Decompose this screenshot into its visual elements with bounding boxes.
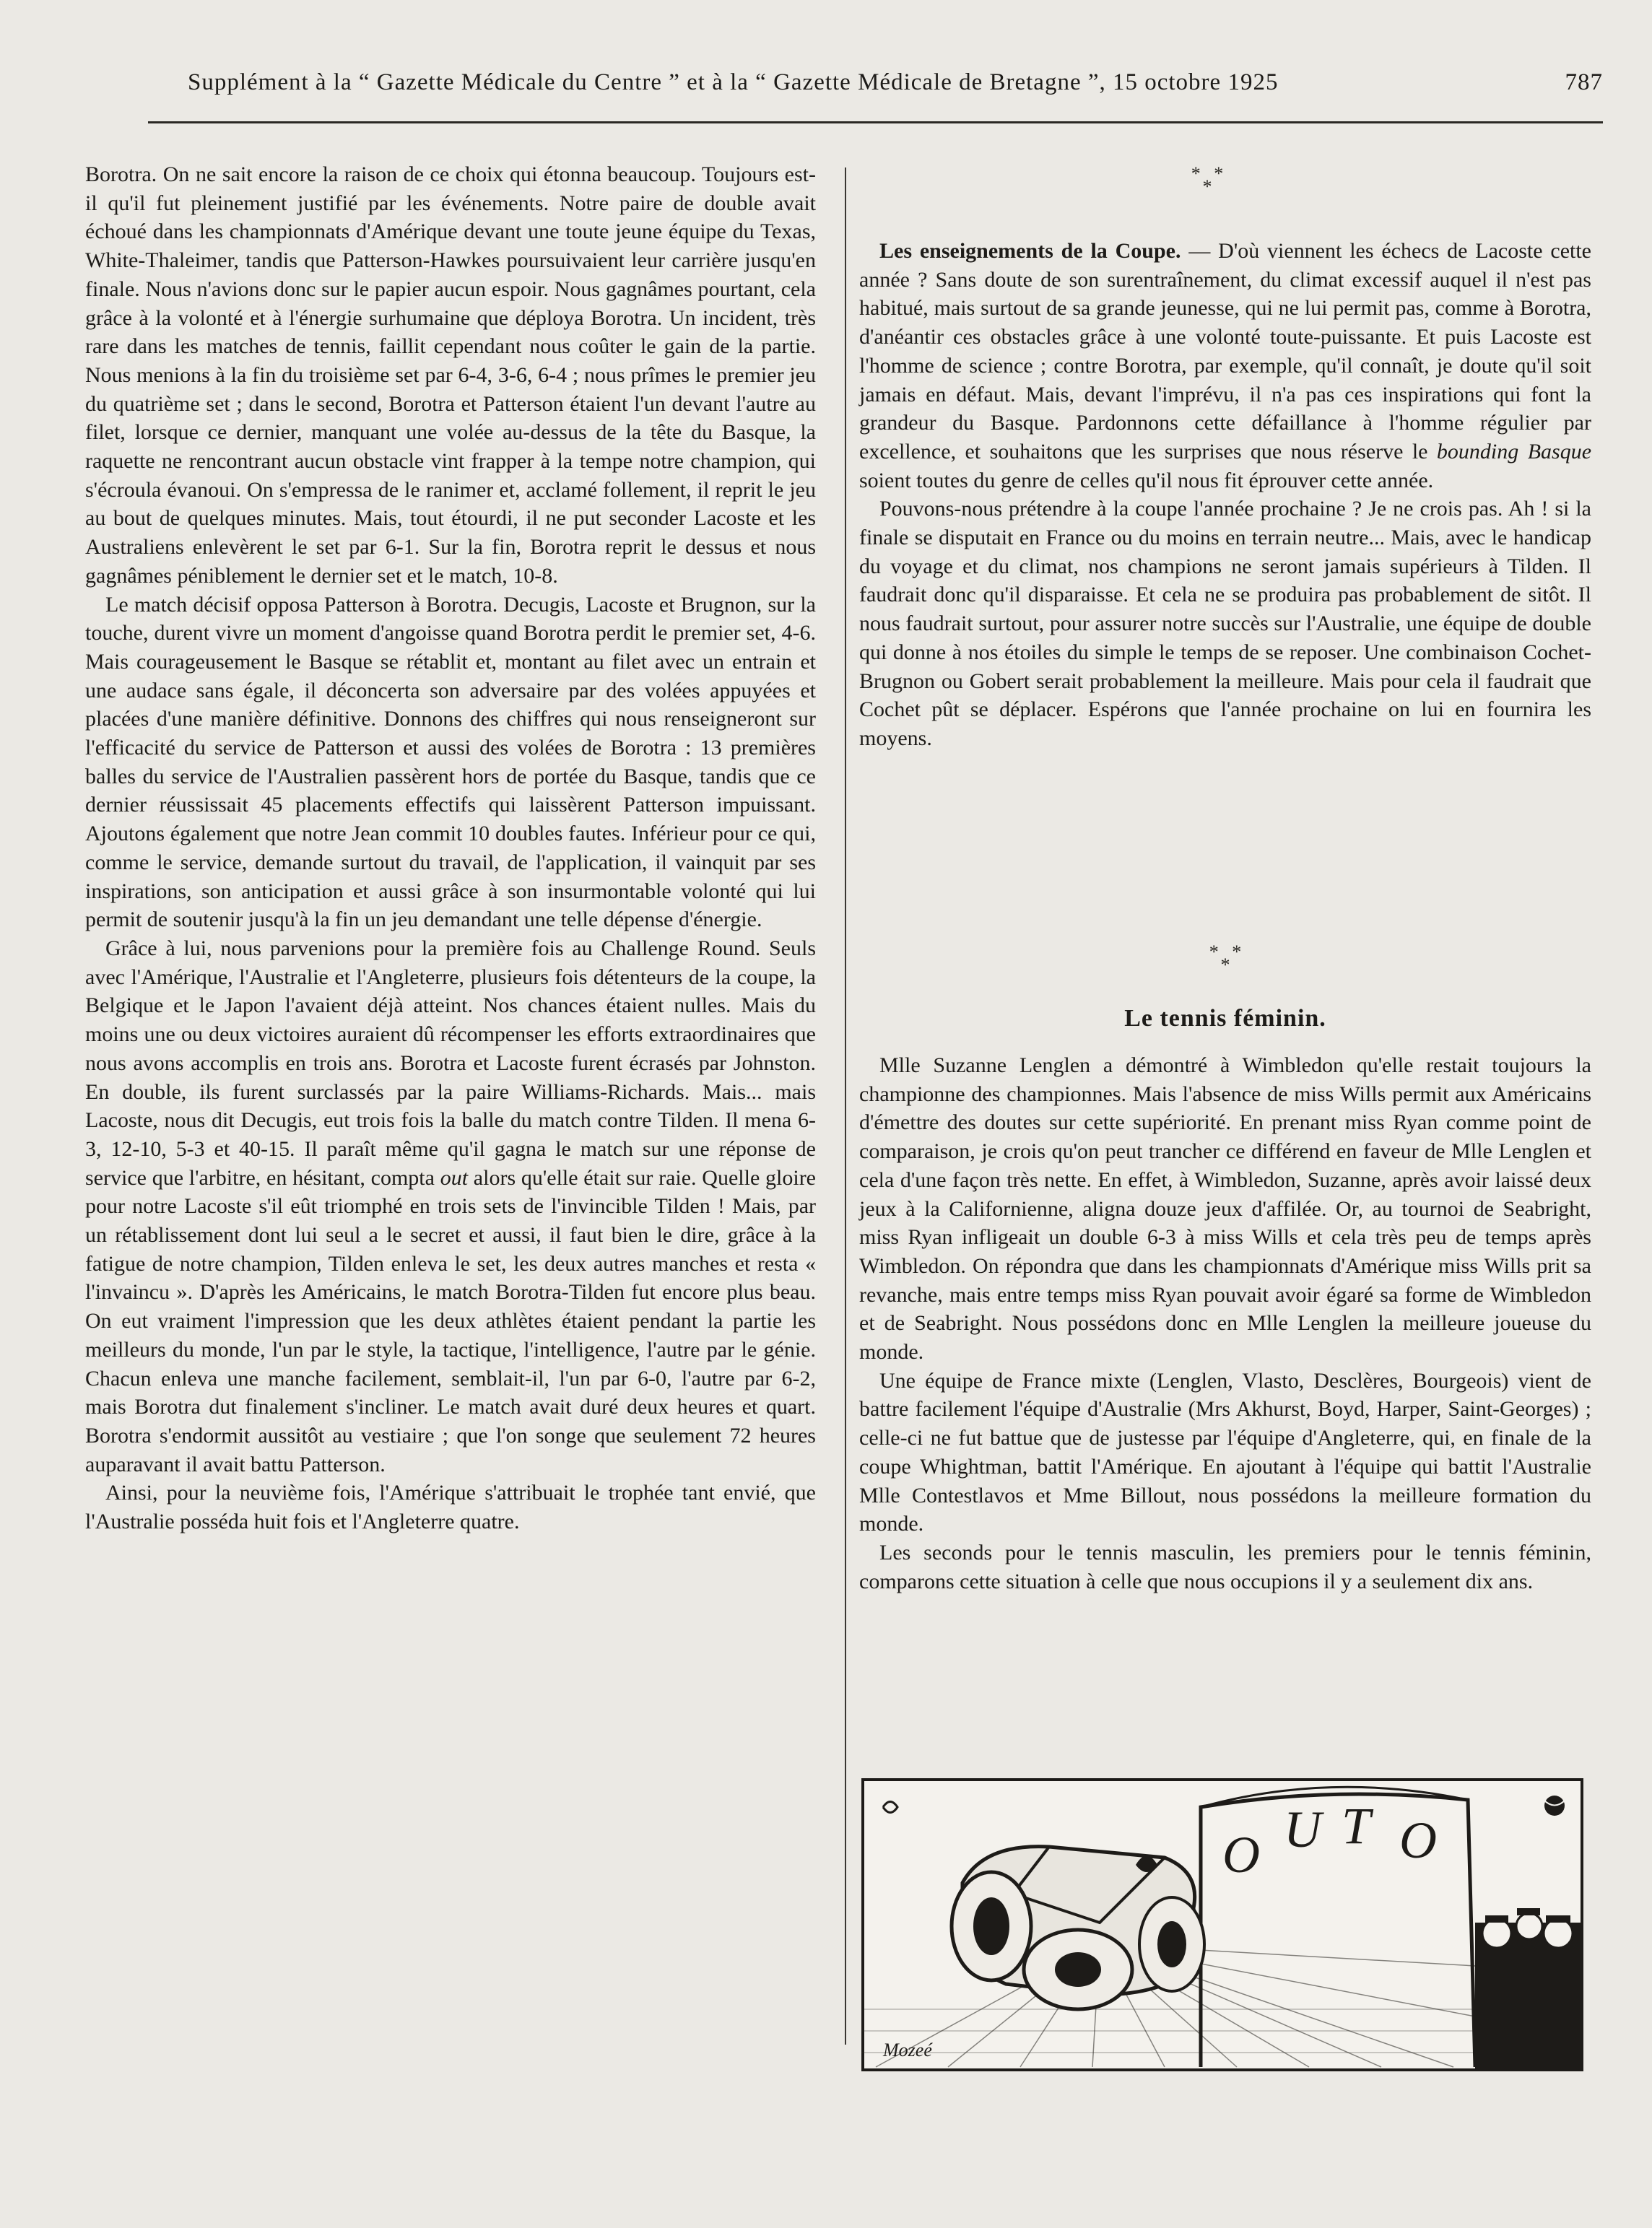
- section-1-emphasis: bounding Basque: [1436, 439, 1592, 464]
- right-column-section-1: [859, 237, 1591, 753]
- section-2-paragraph-2: Une équipe de France mixte (Lenglen, Vlasto, Desclères, Bourgeois) vient de battre facilement l'équipe d'Australie (Mrs Akhurst, Boyd, Harper, Saint-Georges) ; celle-ci ne fut battue que de justesse par l'équipe d'Angleterre, qui, en finale de la coupe Whightman, battit l'Amérique. En ajoutant à l'équipe qui battit l'Australie Mlle Contestlavos et Mme Billout, nous possédons la meilleure formation du monde.: [859, 1368, 1591, 1536]
- right-column-section-2: [859, 1051, 1591, 1596]
- left-paragraph-3-tail: alors qu'elle était sur raie. Quelle gloire pour notre Lacoste s'il eût triomphé en trois sets de l'invincible Tilden ! Mais, par un rétablissement dont lui seul a le secret et aussi, il faut bien le dire, grâce à la fatigue de notre champion, Tilden enleva le set, les deux autres manches et resta « l'invaincu ». D'après les Américains, le match Borotra-Tilden fut encore plus beau. On eut vraiment l'impression que les deux athlètes étaient pendant la partie les meilleurs du monde, l'un par le style, la tactique, l'intelligence, l'autre par le génie. Chacun enleva une manche facilement, semblait-il, l'un par 6-0, l'autre par 6-2, mais Borotra dut finalement s'incliner. Le match avait duré deux heures et quart. Borotra s'endormit aussitôt au vestiaire ; que l'on songe que seulement 72 heures auparavant il avait battu Patterson.: [85, 1165, 816, 1476]
- page-number: 787: [1565, 69, 1603, 95]
- section-2-paragraph-1: Mlle Suzanne Lenglen a démontré à Wimbledon qu'elle restait toujours la championne des championnes. Mais l'absence de miss Wills permit aux Américains d'émettre des doutes sur cette supériorité. En prenant miss Ryan comme point de comparaison, je crois qu'on peut trancher ce différend en faveur de Mlle Lenglen et cela d'une façon très nette. En effet, à Wimbledon, Suzanne, après avoir laissé deux jeux à la Californienne, aligna douze jeux d'affilée. Or, au tournoi de Seabright, miss Ryan infligeait un double 6-3 à miss Wills et cela très peu de temps après Wimbledon. On répondra que dans les championnats d'Amérique miss Wills prit sa revanche, mais entre temps miss Ryan pouvait avoir égaré sa forme de Wimbledon et de Seabright. Nous possédons donc en Mlle Lenglen la meilleure joueuse du monde.: [859, 1053, 1591, 1365]
- cartoon-drawing: [861, 1778, 1583, 2071]
- section-separator-stars-2: * * *: [1209, 941, 1246, 975]
- left-column: [85, 160, 816, 1536]
- section-1-paragraph-2: Pouvons-nous prétendre à la coupe l'année prochaine ? Je ne crois pas. Ah ! si la finale se disputait en France ou du moins en terrain neutre... Mais, avec le handicap du voyage et du climat, nos champions ne seront jamais supérieurs à Tilden. Il faudrait donc qu'il disparaisse. Et cela ne se produira pas probablement de sitôt. Il nous faudrait surtout, pour assurer notre succès sur l'Australie, une équipe de double qui donne à nos étoiles du simple le temps de se reposer. Une combinaison Cochet-Brugnon ou Gobert serait probablement la meilleure. Mais pour cela il faudrait que Cochet pût se déplacer. Espérons que l'année prochaine on lui en fournira les moyens.: [859, 497, 1591, 750]
- left-paragraph-1: Borotra. On ne sait encore la raison de ce choix qui étonna beaucoup. Toujours est-il qu'il fut pleinement justifié par les événements. Notre paire de double avait échoué dans les championnats d'Amérique devant une toute jeune équipe du Texas, White-Thaleimer, tandis que Patterson-Hawkes poursuivaient leur carrière jusqu'en finale. Nous n'avions donc sur le papier aucun espoir. Nous gagnâmes pourtant, cela grâce à la volonté et à l'énergie surhumaine que déploya Borotra. Un incident, très rare dans les matches de tennis, faillit cependant nous coûter le gain de la partie. Nous menions à la fin du troisième set par 6-4, 3-6, 6-4 ; nous prîmes le premier jeu du quatrième set ; dans le second, Borotra et Patterson étaient l'un devant l'autre au filet, lorsque ce dernier, manquant une volée au-dessus de la tête du Basque, la raquette ne rencontrant aucun obstacle vint frapper à la tempe notre champion, qui s'écroula évanoui. On s'empressa de le ranimer et, acclamé follement, il reprit le jeu au bout de quelques minutes. Mais, tout étourdi, il ne put seconder Lacoste et les Australiens enlevèrent le set par 6-1. Sur la fin, Borotra reprit le dessus et nous gagnâmes péniblement le dernier set et le match, 10-8.: [85, 162, 816, 588]
- section-2-paragraph-3: Les seconds pour le tennis masculin, les premiers pour le tennis féminin, comparons cette situation à celle que nous occupions il y a seulement dix ans.: [859, 1540, 1591, 1593]
- cartoon-letter-3: T: [1342, 1797, 1371, 1855]
- section-1-text: — D'où viennent les échecs de Lacoste cette année ? Sans doute de son surentraînement, du climat excessif auquel il n'est pas habitué, mais surtout de sa grande jeunesse, qui ne lui permit pas, comme à Borotra, d'anéantir ces obstacles grâce à une volonté toute-puissante. Et puis Lacoste est l'homme de science ; contre Borotra, par exemple, qu'il connaît, je doute qu'il soit jamais en défaut. Mais, devant l'imprévu, il n'a pas ces inspirations qui font la grandeur du Basque. Pardonnons cette défaillance à l'homme régulier par excellence, et souhaitons que les surprises que nous réserve le: [859, 239, 1591, 464]
- page-header: [188, 64, 1603, 107]
- left-paragraph-2: Le match décisif opposa Patterson à Borotra. Decugis, Lacoste et Brugnon, sur la touche, durent vivre un moment d'angoisse quand Borotra perdit le premier set, 4-6. Mais courageusement le Basque se rétablit et, montant au filet avec un entrain et une audace sans égale, il déconcerta son adversaire par des volées appuyées et placées d'une manière définitive. Donnons des chiffres qui nous renseigneront sur l'efficacité du service de Patterson et aussi des volées de Borotra : 13 premières balles du service de l'Australien passèrent hors de portée du Basque, tandis que ce dernier réussissait 45 placements effectifs qui laissèrent Patterson impuissant. Ajoutons également que notre Jean commit 10 doubles fautes. Inférieur pour ce qui, comme le service, demande surtout du travail, de l'application, il vainquit par ses inspirations, son anticipation et aussi grâce à son insurmontable volonté qui lui permit de soutenir jusqu'à la fin un jeu demandant une telle dépense d'énergie.: [85, 592, 816, 932]
- left-paragraph-3-emphasis: out: [440, 1165, 469, 1190]
- cartoon-signature: Mozeé: [883, 2040, 932, 2061]
- header-title: Supplément à la “ Gazette Médicale du Centre ” et à la “ Gazette Médicale de Bretagne ”, 15 octobre 1925: [188, 69, 1279, 95]
- section-1-paragraph-1: [859, 237, 1591, 495]
- section-2-title: Le tennis féminin.: [1124, 1005, 1326, 1032]
- section-1-lead-title: Les enseignements de la Coupe.: [879, 239, 1181, 263]
- cartoon-illustration: [861, 1778, 1583, 2071]
- section-separator-stars: * * *: [1191, 163, 1228, 197]
- section-1-tail: soient toutes du genre de celles qu'il nous fit éprouver cette année.: [859, 468, 1434, 492]
- header-rule: [148, 121, 1603, 123]
- cartoon-letter-2: U: [1284, 1801, 1321, 1858]
- column-divider: [845, 167, 846, 2045]
- cartoon-letter-1: O: [1222, 1826, 1260, 1884]
- left-paragraph-4: Ainsi, pour la neuvième fois, l'Amérique s'attribuait le trophée tant envié, que l'Australie posséda huit fois et l'Angleterre quatre.: [85, 1481, 816, 1534]
- left-paragraph-3-text: Grâce à lui, nous parvenions pour la première fois au Challenge Round. Seuls avec l'Amérique, l'Australie et l'Angleterre, plusieurs fois détenteurs de la coupe, la Belgique et le Japon l'avaient déjà atteint. Nos chances étaient nulles. Mais du moins une ou deux victoires auraient dû récompenser les efforts extraordinaires que nous avons accomplis en trois ans. Borotra et Lacoste furent écrasés par Johnston. En double, ils furent surclassés par la paire Williams-Richards. Mais... mais Lacoste, nous dit Decugis, eut trois fois la balle du match contre Tilden. Il mena 6-3, 12-10, 5-3 et 40-15. Il paraît même qu'il gagna le match sur une réponse de service que l'arbitre, en hésitant, compta: [85, 936, 816, 1190]
- left-paragraph-3: [85, 934, 816, 1479]
- cartoon-letter-4: O: [1399, 1811, 1437, 1869]
